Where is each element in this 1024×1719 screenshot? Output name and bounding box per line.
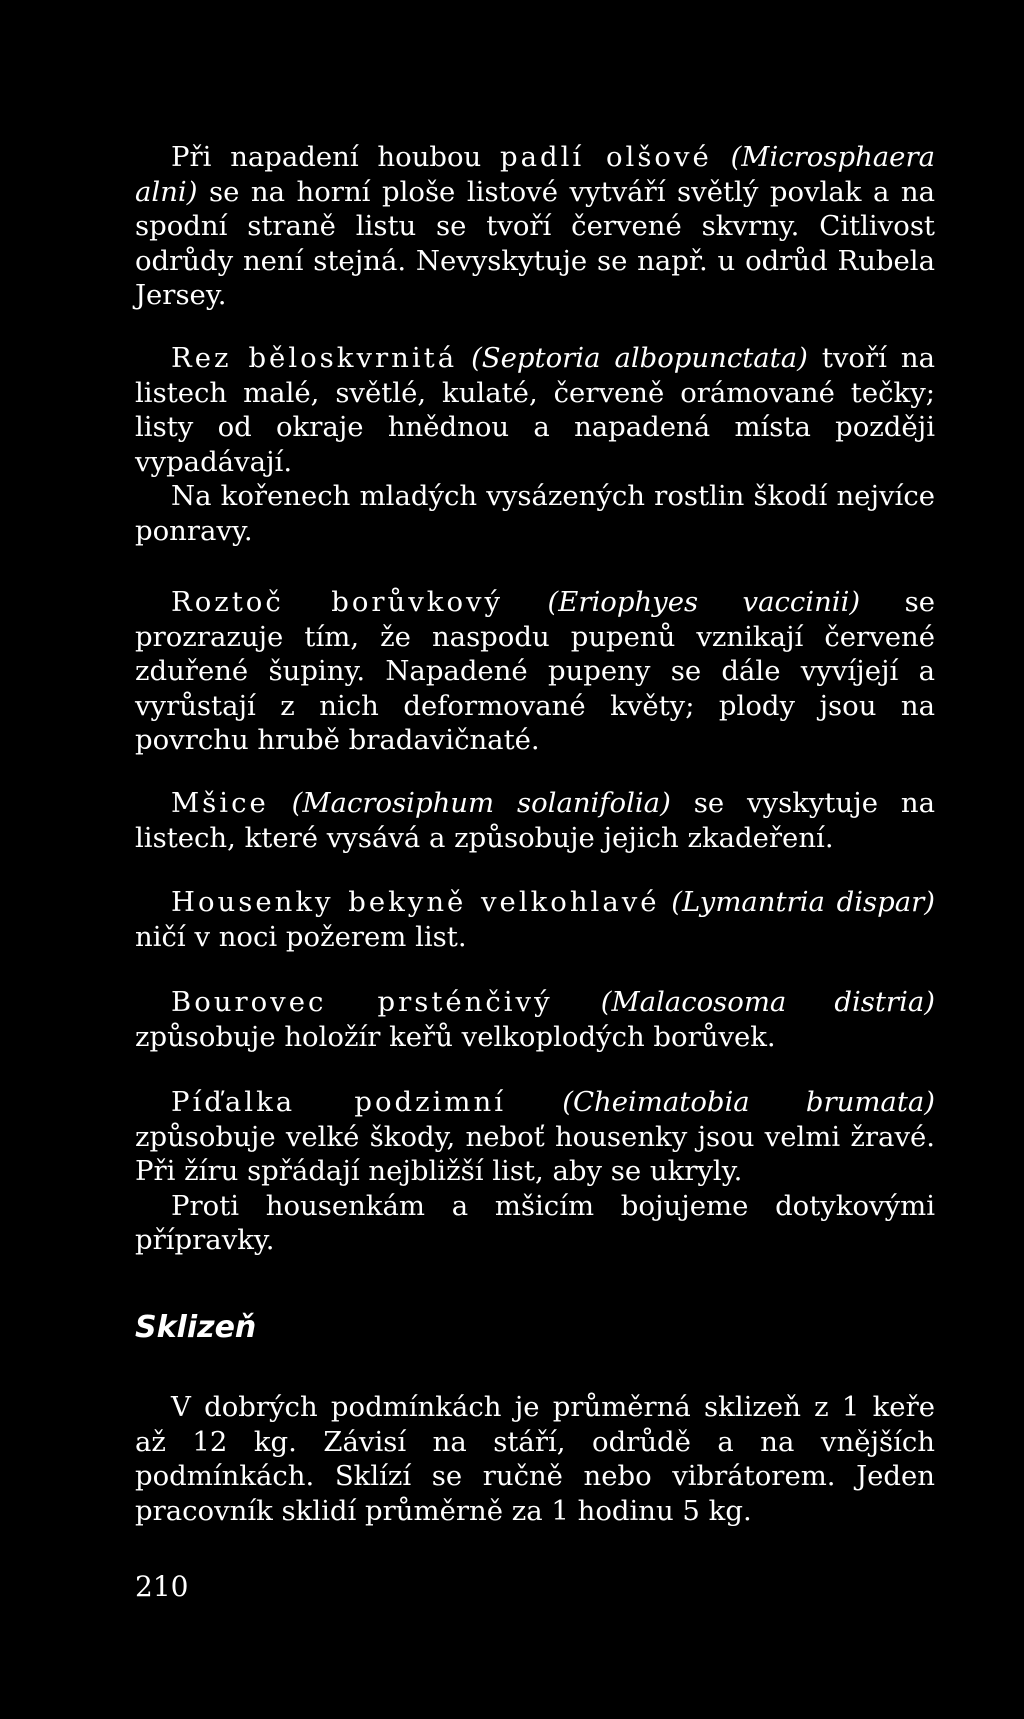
latin-name: (Malacosoma distria) [600,986,935,1018]
paragraph-lead: Při napadení houbou [171,141,482,173]
disease-name: Rez běloskvrnitá [171,342,458,374]
paragraph-aphid [135,786,935,855]
paragraph-text: Proti housenkám a mšicím bojujeme dotykovými přípravky. [135,1189,935,1257]
pest-name: Bourovec prsténčivý [171,986,553,1018]
pest-name: Housenky bekyně velkohlavé [171,886,660,918]
latin-name: (Eriophyes vaccinii) [547,586,861,618]
paragraph-text: V dobrých podmínkách je průměrná sklizeň z 1 keře až 12 kg. Závisí na stáří, odrůdě a na vnějších podmínkách. Sklízí se ručně nebo vibrátorem. Jeden pracovník sklidí průměrně za 1 hodinu 5 kg. [135,1391,935,1527]
page-number: 210 [135,1570,189,1603]
latin-name: (Microsphaera alni) [135,141,935,208]
paragraph-text: způsobuje holožír keřů velkoplodých borůvek. [135,1020,776,1053]
paragraph-mite [135,585,935,758]
paragraph-text: se prozrazuje tím, že naspodu pupenů vznikají červené zduřené šupiny. Napadené pupeny se dále vyvíjejí a vyrůstají z nich deformované květy; plody jsou na povrchu hrubě bradavičnaté. [135,586,935,757]
paragraph-text: se na horní ploše listové vytváří světlý povlak a na spodní straně listu se tvoří červené skvrny. Citlivost odrůdy není stejná. Nevyskytuje se např. u odrůd Rubela Jersey. [135,175,936,312]
paragraph-tent-caterpillar [135,985,935,1054]
section-heading: Sklizeň [135,1310,257,1345]
latin-name: (Cheimatobia brumata) [562,1086,936,1118]
pest-name: Roztoč borůvkový [171,586,504,618]
pest-name: Mšice [171,787,269,819]
paragraph-powdery-mildew [135,140,935,313]
disease-name: padlí olšové [500,141,712,173]
paragraph-text: se vyskytuje na listech, které vysává a způsobuje jejich zkadeření. [135,787,935,854]
paragraph-gypsy-moth [135,885,935,954]
paragraph-winter-moth [135,1085,935,1258]
latin-name: (Lymantria dispar) [671,886,935,918]
paragraph-leaf-spot [135,341,935,549]
latin-name: (Macrosiphum solanifolia) [291,787,671,819]
paragraph-text: tvoří na listech malé, světlé, kulaté, červeně orámované tečky; listy od okraje hnědnou a napadená místa později vypadávají. [135,342,935,478]
paragraph-text: ničí v noci požerem list. [135,920,467,953]
paragraph-text: způsobuje velké škody, neboť housenky jsou velmi žravé. Při žíru spřádají nejbližší list, aby se ukryly. [135,1120,935,1188]
pest-name: Píďalka podzimní [171,1086,507,1118]
paragraph-text: Na kořenech mladých vysázených rostlin škodí nejvíce ponravy. [135,480,935,547]
paragraph-harvest [135,1390,935,1528]
latin-name: (Septoria albopunctata) [471,342,808,374]
